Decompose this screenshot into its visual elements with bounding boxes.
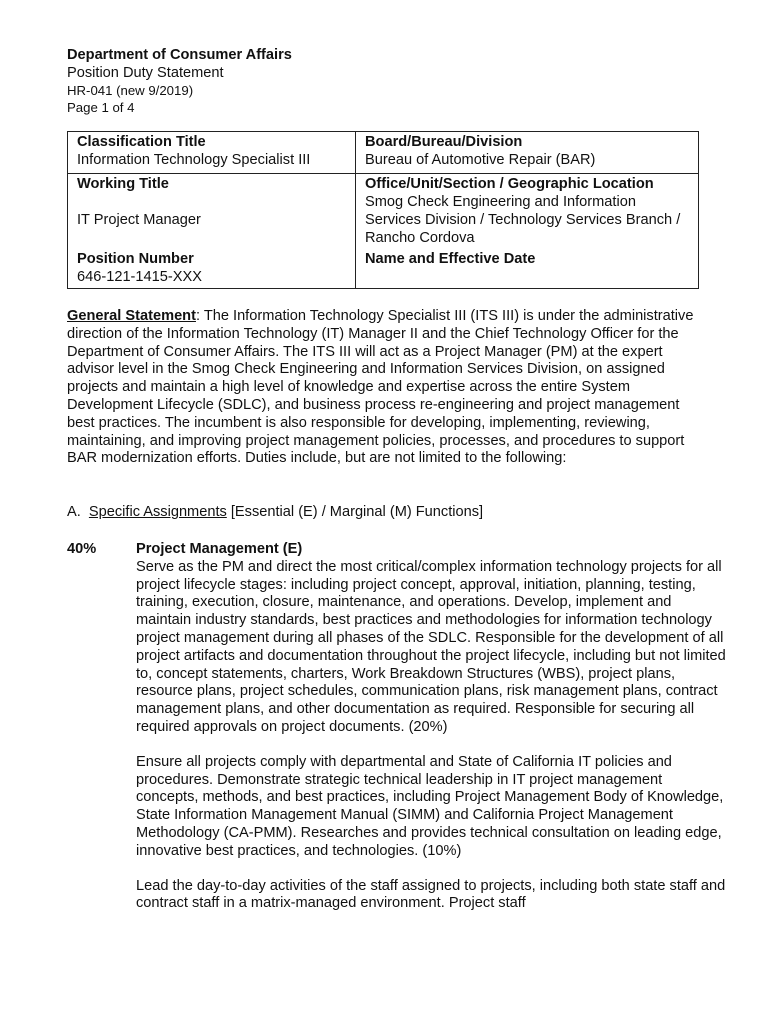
office-value: Smog Check Engineering and Information Services Division / Technology Services Branch / Rancho Cordova <box>365 194 681 246</box>
general-statement <box>67 308 707 468</box>
section-a-title: Specific Assignments <box>88 504 227 520</box>
position-info-table <box>67 131 699 289</box>
section-a-suffix: [Essential (E) / Marginal (M) Functions] <box>226 504 484 520</box>
name-effective-date-label: Name and Effective Date <box>365 251 536 267</box>
duty-title: Project Management (E) <box>136 541 303 557</box>
duty-percent: 40% <box>67 541 97 557</box>
duty-content <box>136 541 726 913</box>
duty-paragraph: Lead the day-to-day activities of the staff assigned to projects, including both state staff and contract staff in a matrix-managed environment. Project staff <box>136 877 726 912</box>
classification-title-label: Classification Title <box>77 134 206 150</box>
name-effective-date-cell <box>356 249 699 289</box>
position-number-value: 646-121-1415-XXX <box>77 269 202 285</box>
duty-paragraph: Ensure all projects comply with departmental and State of California IT policies and procedures. Demonstrate strategic technical leadership in IT project management concepts, methods, and best practices, including Project Management Body of Knowledge, State Information Management Manual (SIMM) and California Project Management Methodology (CA-PMM). Researches and provides technical consultation on leading edge, innovative best practices, and technologies. (10%) <box>136 753 724 859</box>
form-number: HR-041 (new 9/2019) <box>67 83 194 98</box>
office-label: Office/Unit/Section / Geographic Location <box>365 176 654 192</box>
working-title-value: IT Project Manager <box>77 212 201 228</box>
working-title-cell <box>68 174 356 250</box>
board-value: Bureau of Automotive Repair (BAR) <box>365 152 596 168</box>
general-statement-lead: General Statement <box>67 308 196 324</box>
position-number-cell <box>68 249 356 289</box>
classification-title-value: Information Technology Specialist III <box>77 152 311 168</box>
general-statement-text: : The Information Technology Specialist III (ITS III) is under the administrative direction of the Information Technology (IT) Manager II and the Chief Technology Officer for the Department of Consumer Affairs. The ITS III will act as a Project Manager (PM) at the expert advisor level in the Smog Check Engineering and Information Services Division, on assigned projects and maintain a high level of knowledge and expertise across the entire System Development Lifecycle (SDLC), and business process re-engineering and project management best practices. The incumbent is also responsible for developing, implementing, reviewing, maintaining, and improving project management policies, processes, and procedures to support BAR modernization efforts. Duties include, but are not limited to the following: <box>67 308 694 467</box>
board-cell <box>356 132 699 174</box>
position-number-label: Position Number <box>77 251 194 267</box>
section-a-heading <box>67 504 707 522</box>
board-label: Board/Bureau/Division <box>365 134 523 150</box>
department-name: Department of Consumer Affairs <box>67 47 292 63</box>
office-cell <box>356 174 699 250</box>
document-title: Position Duty Statement <box>67 65 224 81</box>
section-a-prefix: A. <box>67 504 89 520</box>
working-title-label: Working Title <box>77 176 169 192</box>
duty-paragraph: Serve as the PM and direct the most critical/complex information technology projects for all project lifecycle stages: including project concept, approval, initiation, planning, testing, training, execution, closure, maintenance, and operations. Develop, implement and maintain industry standards, best practices and methodologies for information technology project management during all phases of the SDLC. Responsible for the development of all project artifacts and documentation throughout the project lifecycle, including but not limited to, concept statements, charters, Work Breakdown Structures (WBS), project plans, resource plans, project schedules, communication plans, risk management plans, contract management plans, and other documentation as required. Responsible for securing all required approvals on project documents. (20%) <box>136 558 726 735</box>
page-indicator: Page 1 of 4 <box>67 100 135 115</box>
document-header <box>67 46 292 116</box>
classification-cell <box>68 132 356 174</box>
